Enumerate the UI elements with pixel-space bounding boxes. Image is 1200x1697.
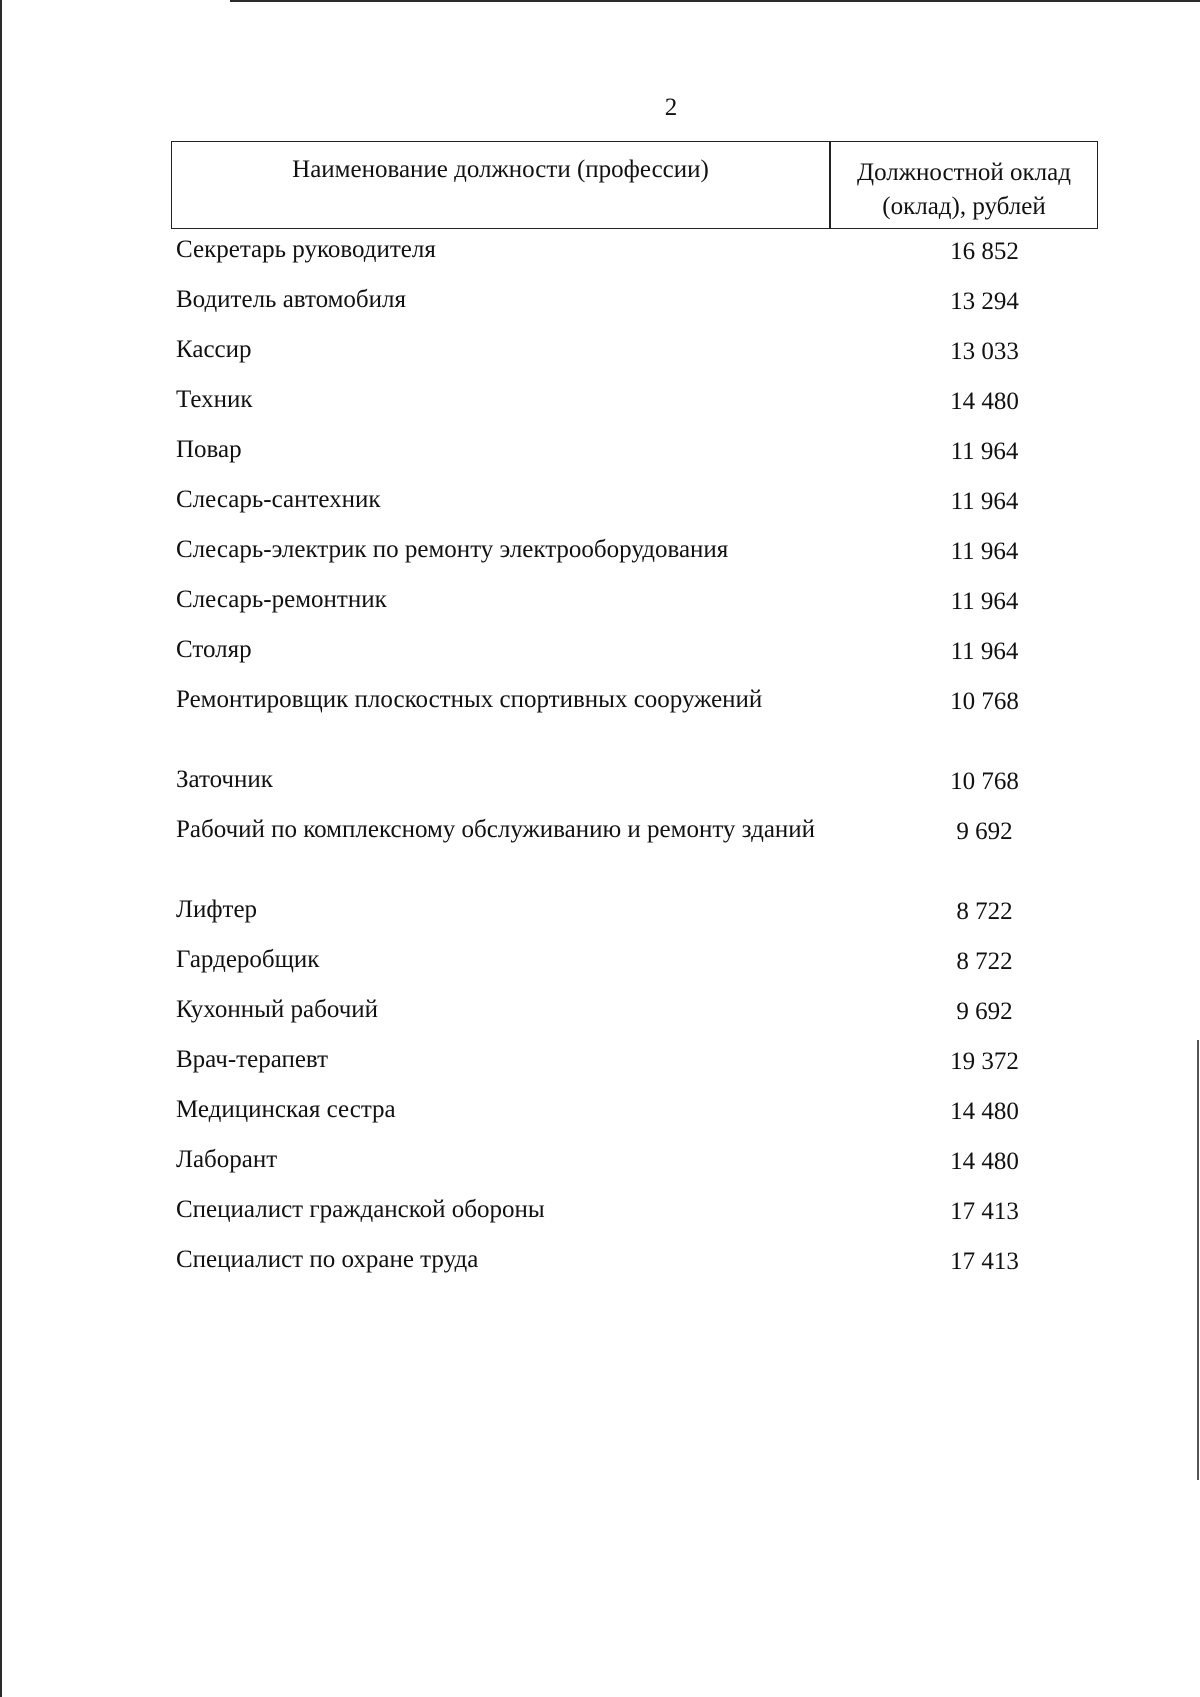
position-name: Медицинская сестра xyxy=(176,1096,396,1123)
table-row xyxy=(172,336,1102,386)
salary-value: 13 033 xyxy=(950,338,1019,365)
table-row xyxy=(172,1046,1102,1096)
salary-value: 9 692 xyxy=(956,818,1013,845)
salary-value: 13 294 xyxy=(950,288,1019,315)
page-number: 2 xyxy=(664,94,678,121)
salary-value: 11 964 xyxy=(950,488,1019,515)
header-salary-line2: (оклад), рублей xyxy=(882,193,1046,220)
salary-value: 11 964 xyxy=(950,438,1019,465)
position-name: Заточник xyxy=(176,766,273,793)
position-name: Повар xyxy=(176,436,242,463)
position-name: Рабочий по комплексному обслуживанию и ремонту зданий xyxy=(176,816,816,843)
position-name: Слесарь-электрик по ремонту электрооборудования xyxy=(176,536,729,563)
salary-value: 19 372 xyxy=(950,1048,1019,1075)
salary-value: 17 413 xyxy=(950,1248,1019,1275)
table-row xyxy=(172,436,1102,486)
position-name: Водитель автомобиля xyxy=(176,286,406,313)
salary-value: 11 964 xyxy=(950,538,1019,565)
header-salary-line1: Должностной оклад xyxy=(857,159,1071,186)
table-row xyxy=(172,1196,1102,1246)
table-row xyxy=(172,536,1102,586)
scan-edge-top xyxy=(230,0,1200,2)
position-name: Специалист по охране труда xyxy=(176,1246,479,1273)
table-header xyxy=(171,141,1098,229)
salary-value: 10 768 xyxy=(950,768,1019,795)
salary-value: 14 480 xyxy=(950,1148,1019,1175)
table-row xyxy=(172,286,1102,336)
table-row xyxy=(172,636,1102,686)
position-name: Специалист гражданской обороны xyxy=(176,1196,545,1223)
position-name: Ремонтировщик плоскостных спортивных сооружений xyxy=(176,686,763,713)
position-name: Гардеробщик xyxy=(176,946,320,973)
salary-value: 11 964 xyxy=(950,638,1019,665)
table-row xyxy=(172,1246,1102,1296)
table-row xyxy=(172,996,1102,1046)
salary-value: 9 692 xyxy=(956,998,1013,1025)
salary-table-body xyxy=(172,236,1102,1296)
salary-value: 8 722 xyxy=(956,898,1013,925)
position-name: Слесарь-ремонтник xyxy=(176,586,387,613)
salary-value: 17 413 xyxy=(950,1198,1019,1225)
table-row xyxy=(172,816,1102,896)
position-name: Столяр xyxy=(176,636,252,663)
position-name: Секретарь руководителя xyxy=(176,236,436,263)
table-row xyxy=(172,946,1102,996)
table-row xyxy=(172,386,1102,436)
salary-value: 16 852 xyxy=(950,238,1019,265)
scan-edge-right xyxy=(1197,1040,1199,1480)
position-name: Кухонный рабочий xyxy=(176,996,379,1023)
table-row xyxy=(172,1096,1102,1146)
table-row xyxy=(172,236,1102,286)
position-name: Лаборант xyxy=(176,1146,278,1173)
salary-value: 14 480 xyxy=(950,388,1019,415)
position-name: Врач-терапевт xyxy=(176,1046,329,1073)
position-name: Кассир xyxy=(176,336,252,363)
table-row xyxy=(172,586,1102,636)
salary-value: 14 480 xyxy=(950,1098,1019,1125)
header-salary xyxy=(831,156,1097,224)
salary-value: 8 722 xyxy=(956,948,1013,975)
scan-edge-left xyxy=(0,0,2,1697)
salary-value: 10 768 xyxy=(950,688,1019,715)
position-name: Лифтер xyxy=(176,896,258,923)
salary-value: 11 964 xyxy=(950,588,1019,615)
table-row xyxy=(172,1146,1102,1196)
position-name: Техник xyxy=(176,386,253,413)
table-row xyxy=(172,686,1102,766)
position-name: Слесарь-сантехник xyxy=(176,486,381,513)
header-position: Наименование должности (профессии) xyxy=(292,156,709,183)
table-row xyxy=(172,766,1102,816)
table-row xyxy=(172,896,1102,946)
table-row xyxy=(172,486,1102,536)
